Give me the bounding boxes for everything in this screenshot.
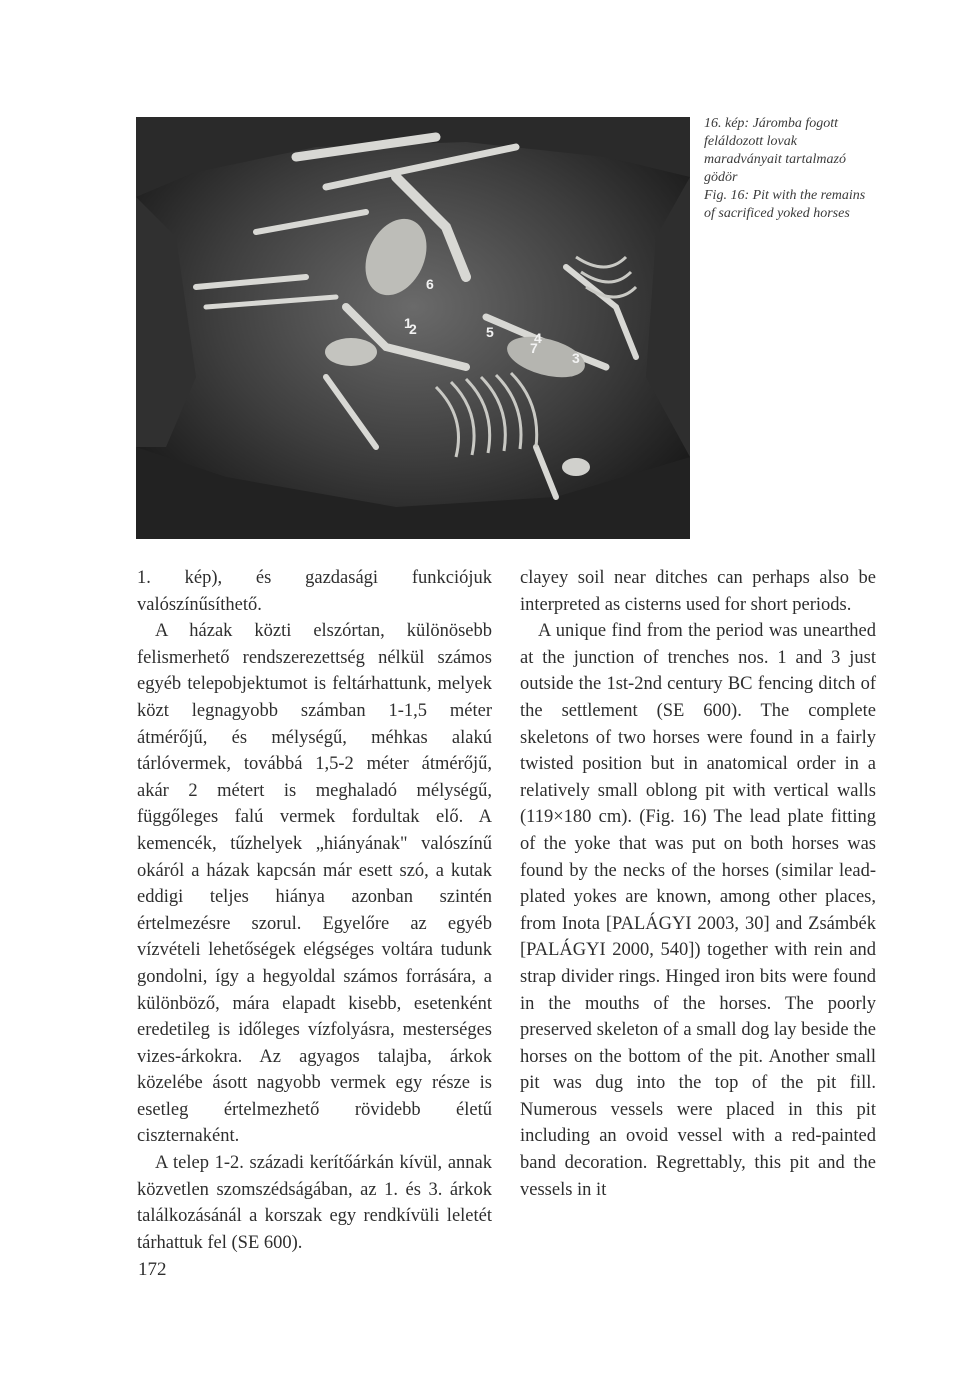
marker-label: 3 — [572, 350, 580, 366]
marker-label: 5 — [486, 324, 494, 340]
caption-hungarian: 16. kép: Járomba fogott feláldozott lovak maradványait tartalmazó gödör — [704, 116, 846, 185]
marker-label: 7 — [530, 340, 538, 356]
right-text-column — [520, 565, 876, 1203]
paragraph: A unique find from the period was unearthed at the junction of trenches nos. 1 and 3 just outside the 1st-2nd century BC fencing ditch of the settlement (SE 600). The complete skeletons of two horses were found in a fairly twisted position but in anatomical order in a relatively small oblong pit with vertical walls (119×180 cm). (Fig. 16) The lead plate fitting of the yoke that was put on both horses was found by the necks of the horses (similar lead-plated yokes are known, among other places, from Inota [PALÁGYI 2003, 30] and Zsámbék [PALÁGYI 2000, 540]) together with rein and strap divider rings. Hinged iron bits were found in the mouths of the horses. The poorly preserved skeleton of a small dog lay beside the horses on the bottom of the pit. Another small pit was dug into the top of the pit fill. Numerous vessels were placed in this pit including an ovoid vessel with a red-painted band decoration. Regrettably, this pit and the vessels in it — [520, 621, 876, 1200]
left-text-column — [137, 565, 492, 1256]
paragraph: A telep 1-2. századi kerítőárkán kívül, annak közvetlen szomszédságában, az 1. és 3. árkok találkozásánál a korszak egy rendkívüli leletét tárhattuk fel (SE 600). — [137, 1153, 492, 1253]
page-number: 172 — [138, 1259, 167, 1280]
marker-label: 4 — [534, 330, 542, 346]
marker-label: 1 — [404, 315, 412, 331]
paragraph: clayey soil near ditches can perhaps also be interpreted as cisterns used for short periods. — [520, 568, 876, 615]
marker-label: 2 — [409, 321, 417, 337]
paragraph: A házak közti elszórtan, különösebb felismerhető rendszerezettség nélkül számos egyéb telepobjektumot is feltárhattunk, melyek közt legnagyobb számban 1-1,5 méter átmérőjű, és mélységű, méhkas alakú tárlóvermek, továbbá 1,5-2 méter átmérőjű, akár 2 métert is meghaladó mélységű, függőleges falú vermek fordultak elő. A kemencék, tűzhelyek „hiányának" valószínű okáról a házak kapcsán már esett szó, a kutak eddigi teljes hiánya azonban szintén értelmezésre szorul. Egyelőre az egyéb vízvételi lehetőségek elégséges voltára tudunk gondolni, így a hegyoldal számos forrására, a különböző, mára elapadt kisebb, esetenként eredetileg is időleges vízfolyásra, mesterséges vizes-árkokra. Az agyagos talajba, árkok közelébe ásott nagyobb vermek egy része is esetleg értelmezhető rövidebb életű ciszternaként. — [137, 621, 492, 1147]
paragraph: 1. kép), és gazdasági funkciójuk valószínűsíthető. — [137, 568, 492, 615]
figure-caption — [704, 115, 874, 223]
caption-english: Fig. 16: Pit with the remains of sacrificed yoked horses — [704, 188, 866, 221]
marker-label: 6 — [426, 276, 434, 292]
excavation-photo — [136, 117, 690, 539]
horse-skeletons-image — [136, 117, 690, 539]
